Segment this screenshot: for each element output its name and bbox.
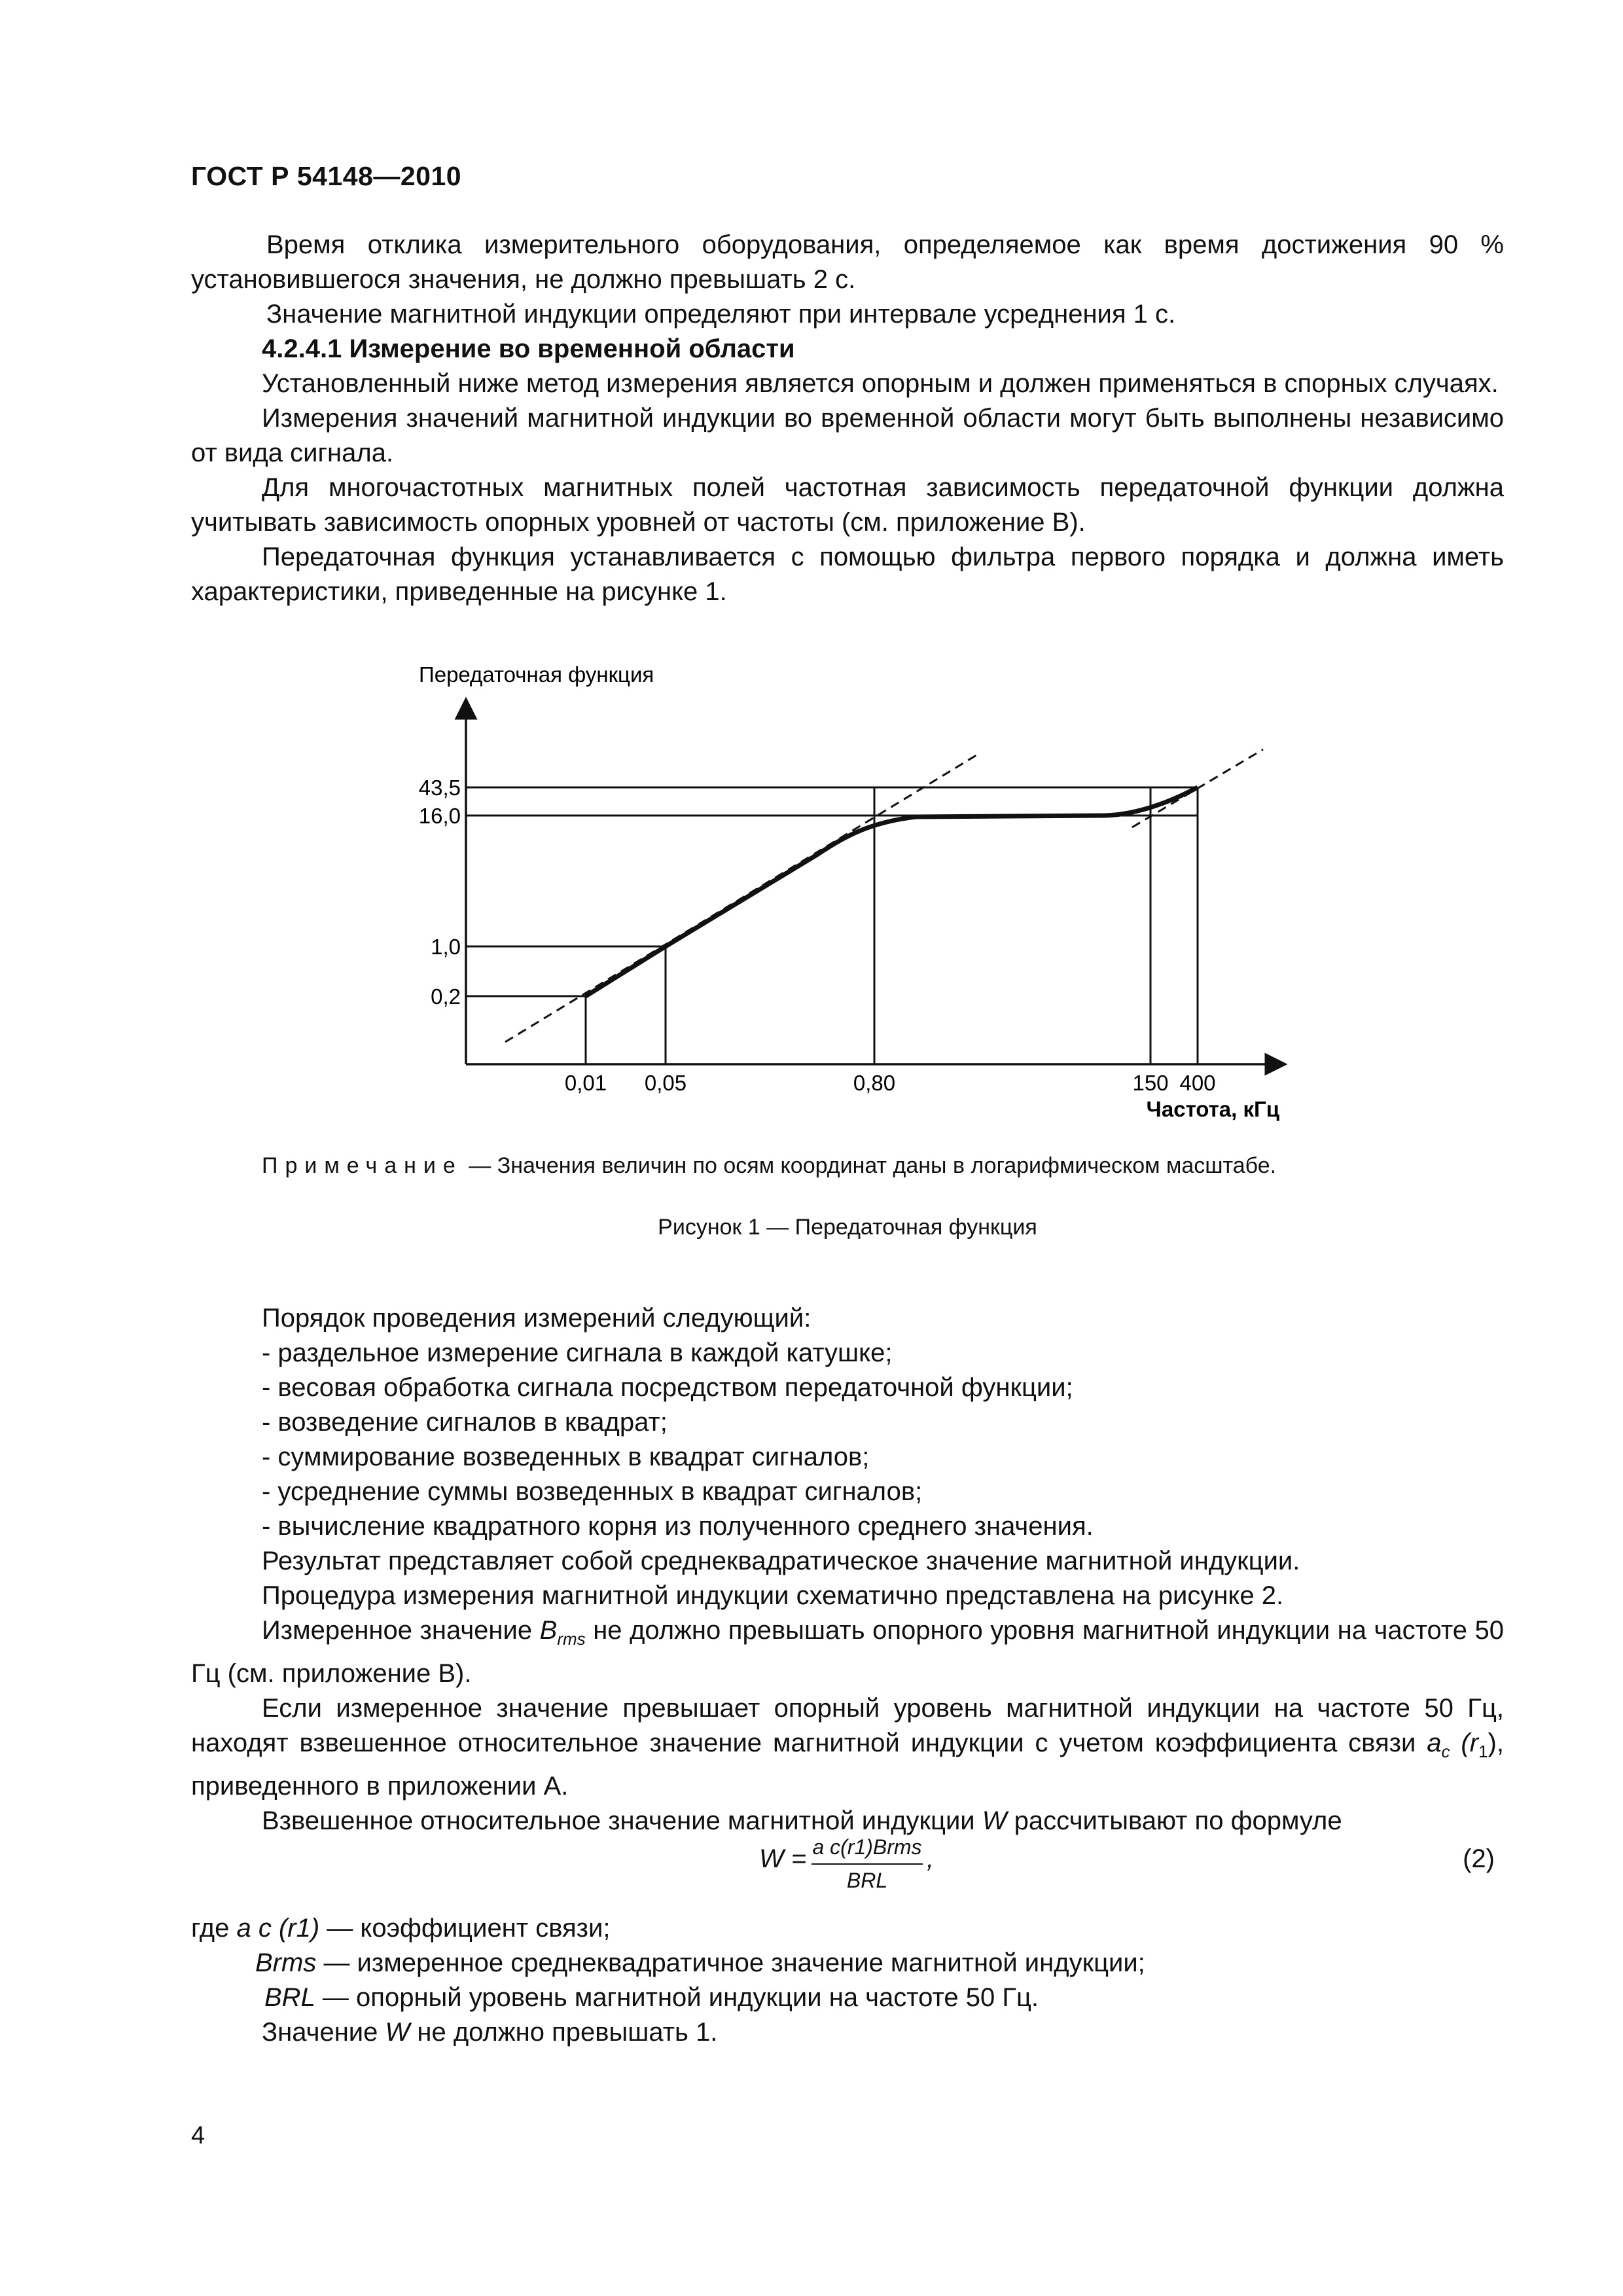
y-tick-label: 1,0: [431, 935, 461, 959]
paragraph-result: Результат представляет собой среднеквадратическое значение магнитной индукции.: [262, 1547, 1300, 1575]
note-text: — Значения величин по осям координат даны в логарифмическом масштабе.: [462, 1153, 1277, 1178]
x-tick-label: 400: [1179, 1071, 1216, 1095]
paragraph-reference-method: Установленный ниже метод измерения является опорным и должен применяться в спорных случаях.: [262, 369, 1499, 398]
where-coupling: где a c (r1) — коэффициент связи;: [191, 1914, 611, 1943]
formula-2: [759, 1835, 935, 1892]
asymptote-high: [1132, 749, 1263, 827]
procedure-step: - раздельное измерение сигнала в каждой катушке;: [262, 1338, 893, 1367]
where-brl: BRL — опорный уровень магнитной индукции на частоте 50 Гц.: [264, 1983, 1039, 2012]
x-axis-label: Частота, кГц: [1146, 1097, 1279, 1121]
paragraph-weighted: Взвешенное относительное значение магнитной индукции W рассчитывают по формуле: [262, 1806, 1342, 1835]
figure-caption: Рисунок 1 — Передаточная функция: [658, 1215, 1037, 1240]
x-tick-label: 0,01: [564, 1071, 607, 1095]
formula-denominator: BRL: [846, 1869, 888, 1892]
paragraph-filter: Передаточная функция устанавливается с помощью фильтра первого порядка и должна иметь характеристики, приведенные на рисунке 1.: [191, 543, 1504, 606]
asymptote-lines: [505, 749, 1263, 1042]
figure-note: [262, 1153, 1276, 1179]
procedure-intro: Порядок проведения измерений следующий:: [262, 1304, 812, 1333]
y-tick-label: 0,2: [431, 984, 461, 1009]
formula-trail: ,: [927, 1844, 935, 1873]
x-tick-labels: [565, 1071, 1216, 1095]
transfer-curve: [586, 787, 1198, 996]
x-tick-label: 0,80: [853, 1071, 896, 1095]
where-w-limit: Значение W не должно превышать 1.: [262, 2018, 718, 2047]
formula-number: (2): [1463, 1844, 1495, 1873]
x-tick-label: 0,05: [644, 1071, 687, 1095]
document-header: ГОСТ Р 54148—2010: [191, 161, 462, 191]
asymptote-low: [505, 754, 978, 1042]
paragraph-time-domain: Измерения значений магнитной индукции во временной области могут быть выполнены независимо от вида сигнала.: [191, 404, 1504, 467]
y-axis-label: Передаточная функция: [419, 662, 654, 687]
where-block: [191, 1911, 1500, 2050]
paragraph-averaging: Значение магнитной индукции определяют при интервале усреднения 1 с.: [266, 300, 1176, 329]
note-prefix: Примечание: [262, 1153, 463, 1178]
where-brms: Brms — измеренное среднеквадратичное значение магнитной индукции;: [255, 1948, 1145, 1977]
procedure-text-block: [191, 1301, 1504, 1839]
paragraph-measured: Измеренное значение $B_{rms}$ не должно превышать опорного уровня магнитной индукции на частоте 50 Гц (см. приложение В).: [191, 1616, 1504, 1688]
paragraph-multifrequency: Для многочастотных магнитных полей частотная зависимость передаточной функции должна учитывать зависимость опорных уровней от частоты (см. приложение В).: [191, 473, 1504, 537]
intro-text-block: [191, 228, 1504, 609]
procedure-step: - усреднение суммы возведенных в квадрат сигналов;: [262, 1477, 923, 1506]
procedure-step: - возведение сигналов в квадрат;: [262, 1408, 668, 1437]
page-number: 4: [191, 2122, 205, 2149]
formula-fraction: [812, 1835, 923, 1893]
section-heading: 4.2.4.1 Измерение во временной области: [262, 334, 795, 363]
formula-lhs: W =: [759, 1844, 807, 1873]
y-tick-label: 16,0: [418, 804, 461, 828]
paragraph-scheme: Процедура измерения магнитной индукции схематично представлена на рисунке 2.: [262, 1581, 1284, 1610]
procedure-step: - весовая обработка сигнала посредством передаточной функции;: [262, 1373, 1073, 1402]
paragraph-response-time: Время отклика измерительного оборудования, определяемое как время достижения 90 % установившегося значения, не должно превышать 2 с.: [191, 230, 1504, 294]
x-tick-label: 150: [1132, 1071, 1169, 1095]
procedure-step: - суммирование возведенных в квадрат сигналов;: [262, 1443, 870, 1471]
formula-numerator: a c(r1)Brms: [812, 1835, 923, 1865]
procedure-step: - вычисление квадратного корня из полученного среднего значения.: [262, 1512, 1094, 1541]
guide-lines: [466, 787, 1198, 1064]
y-tick-labels: [419, 776, 461, 1009]
y-tick-label: 43,5: [418, 776, 461, 800]
paragraph-exceed: Если измеренное значение превышает опорный уровень магнитной индукции на частоте 50 Гц, находят взвешенное относительное значение магнитной индукции с учетом коэффициента связи $a_c$ $(r_1)$, приведенного в приложении А.: [191, 1694, 1504, 1801]
